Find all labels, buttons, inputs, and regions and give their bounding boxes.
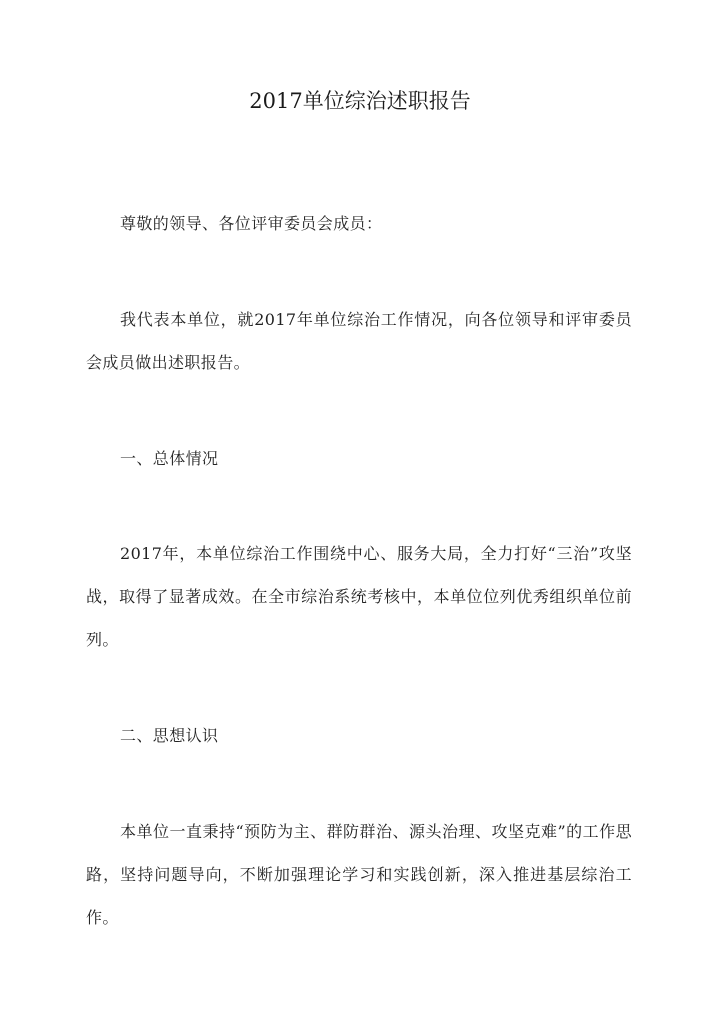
document-title: 2017单位综治述职报告 bbox=[249, 89, 471, 113]
intro-paragraph: 我代表本单位，就2017年单位综治工作情况，向各位领导和评审委员会成员做出述职报告。 bbox=[86, 310, 632, 372]
understanding-paragraph: 本单位一直秉持“预防为主、群防群治、源头治理、攻坚克难”的工作思路，坚持问题导向，不断加强理论学习和实践创新，深入推进基层综治工作。 bbox=[86, 822, 632, 927]
section-heading-understanding: 二、思想认识 bbox=[120, 726, 219, 745]
section-heading-overview: 一、总体情况 bbox=[120, 449, 219, 468]
overview-paragraph: 2017年，本单位综治工作围绕中心、服务大局，全力打好“三治”攻坚战，取得了显著成效。在全市综治系统考核中，本单位位列优秀组织单位前列。 bbox=[86, 544, 632, 649]
salutation-paragraph: 尊敬的领导、各位评审委员会成员： bbox=[120, 214, 383, 233]
